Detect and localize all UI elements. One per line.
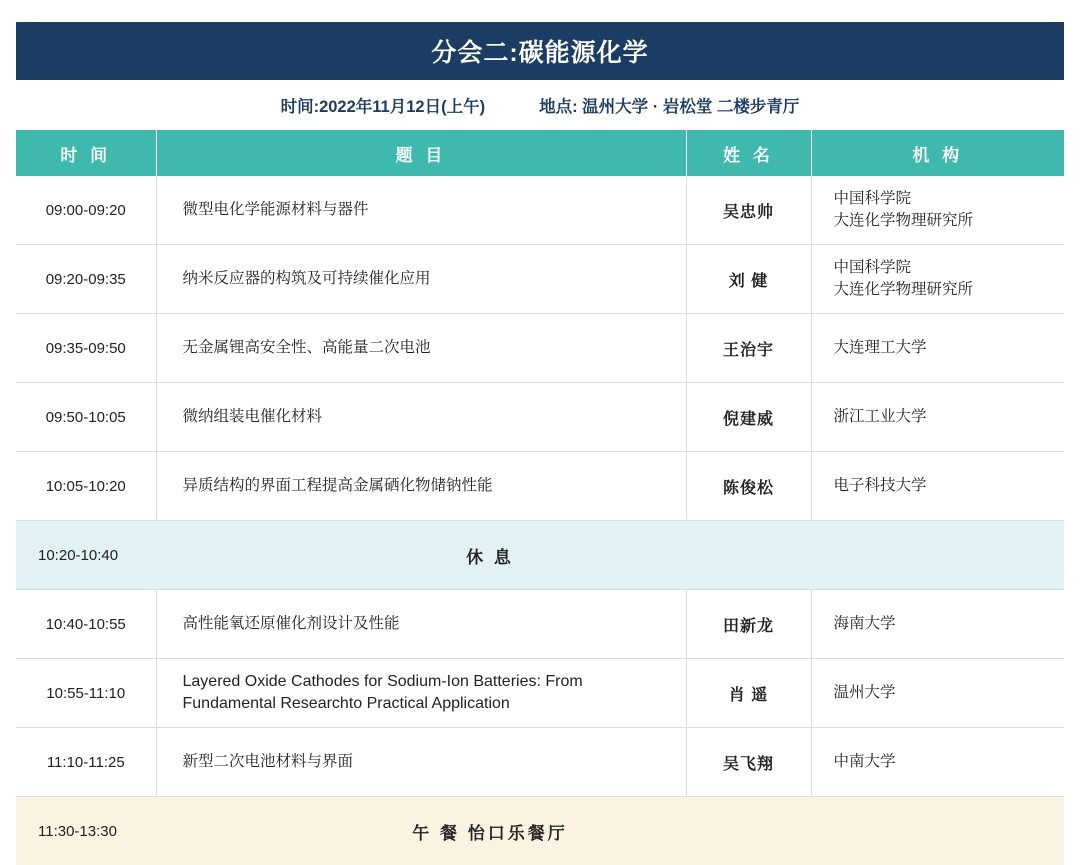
cell-time: 11:10-11:25 [16,728,156,797]
cell-topic: 高性能氧还原催化剂设计及性能 [156,590,686,659]
table-row [16,383,1064,452]
cell-time: 10:55-11:10 [16,659,156,728]
cell-organization [811,245,1064,314]
page-title-text: 分会二:碳能源化学 [431,33,648,69]
cell-topic: 微纳组装电催化材料 [156,383,686,452]
cell-organization [811,659,1064,728]
column-header-name: 姓 名 [686,130,811,176]
schedule-table [16,130,1064,865]
cell-speaker-name: 陈俊松 [686,452,811,521]
cell-speaker-name: 吴忠帅 [686,176,811,245]
column-header-topic: 题 目 [156,130,686,176]
cell-topic: 新型二次电池材料与界面 [156,728,686,797]
cell-time: 10:05-10:20 [16,452,156,521]
organization-line: 电子科技大学 [834,475,1065,497]
cell-organization [811,728,1064,797]
cell-organization [811,452,1064,521]
organization-line: 大连化学物理研究所 [834,210,1065,232]
cell-speaker-name: 王治宇 [686,314,811,383]
table-row [16,452,1064,521]
cell-time: 09:20-09:35 [16,245,156,314]
cell-organization [811,383,1064,452]
table-header-row [16,130,1064,176]
cell-break-label: 午 餐 怡口乐餐厅 [156,797,1064,865]
column-header-time: 时 间 [16,130,156,176]
cell-break-label: 休 息 [156,521,1064,590]
cell-time: 09:50-10:05 [16,383,156,452]
cell-speaker-name: 刘 健 [686,245,811,314]
table-row [16,728,1064,797]
cell-topic: 纳米反应器的构筑及可持续催化应用 [156,245,686,314]
page-title [16,22,1064,80]
cell-speaker-name: 田新龙 [686,590,811,659]
cell-speaker-name: 肖 遥 [686,659,811,728]
cell-speaker-name: 倪建威 [686,383,811,452]
table-header [16,130,1064,176]
cell-time: 09:35-09:50 [16,314,156,383]
session-time: 时间:2022年11月12日(上午) [281,93,486,117]
cell-time: 11:30-13:30 [16,797,156,865]
cell-topic: 无金属锂高安全性、高能量二次电池 [156,314,686,383]
table-row [16,659,1064,728]
organization-line: 海南大学 [834,613,1065,635]
cell-speaker-name: 吴飞翔 [686,728,811,797]
organization-line: 大连化学物理研究所 [834,279,1065,301]
cell-organization [811,590,1064,659]
cell-organization [811,314,1064,383]
table-row-break [16,521,1064,590]
table-row [16,590,1064,659]
organization-line: 大连理工大学 [834,337,1065,359]
organization-line: 浙江工业大学 [834,406,1065,428]
cell-time: 09:00-09:20 [16,176,156,245]
cell-organization [811,176,1064,245]
organization-line: 中国科学院 [834,257,1065,279]
table-row [16,245,1064,314]
table-body [16,176,1064,865]
cell-time: 10:40-10:55 [16,590,156,659]
organization-line: 温州大学 [834,682,1065,704]
organization-line: 中国科学院 [834,188,1065,210]
cell-topic: Layered Oxide Cathodes for Sodium-Ion Batteries: From Fundamental Researchto Practical Application [156,659,686,728]
cell-time: 10:20-10:40 [16,521,156,590]
cell-topic: 微型电化学能源材料与器件 [156,176,686,245]
session-meta [16,80,1064,130]
table-row [16,176,1064,245]
table-row-lunch [16,797,1064,865]
column-header-org: 机 构 [811,130,1064,176]
organization-line: 中南大学 [834,751,1065,773]
session-place: 地点: 温州大学 · 岩松堂 二楼步青厅 [539,93,799,117]
cell-topic: 异质结构的界面工程提高金属硒化物储钠性能 [156,452,686,521]
table-row [16,314,1064,383]
